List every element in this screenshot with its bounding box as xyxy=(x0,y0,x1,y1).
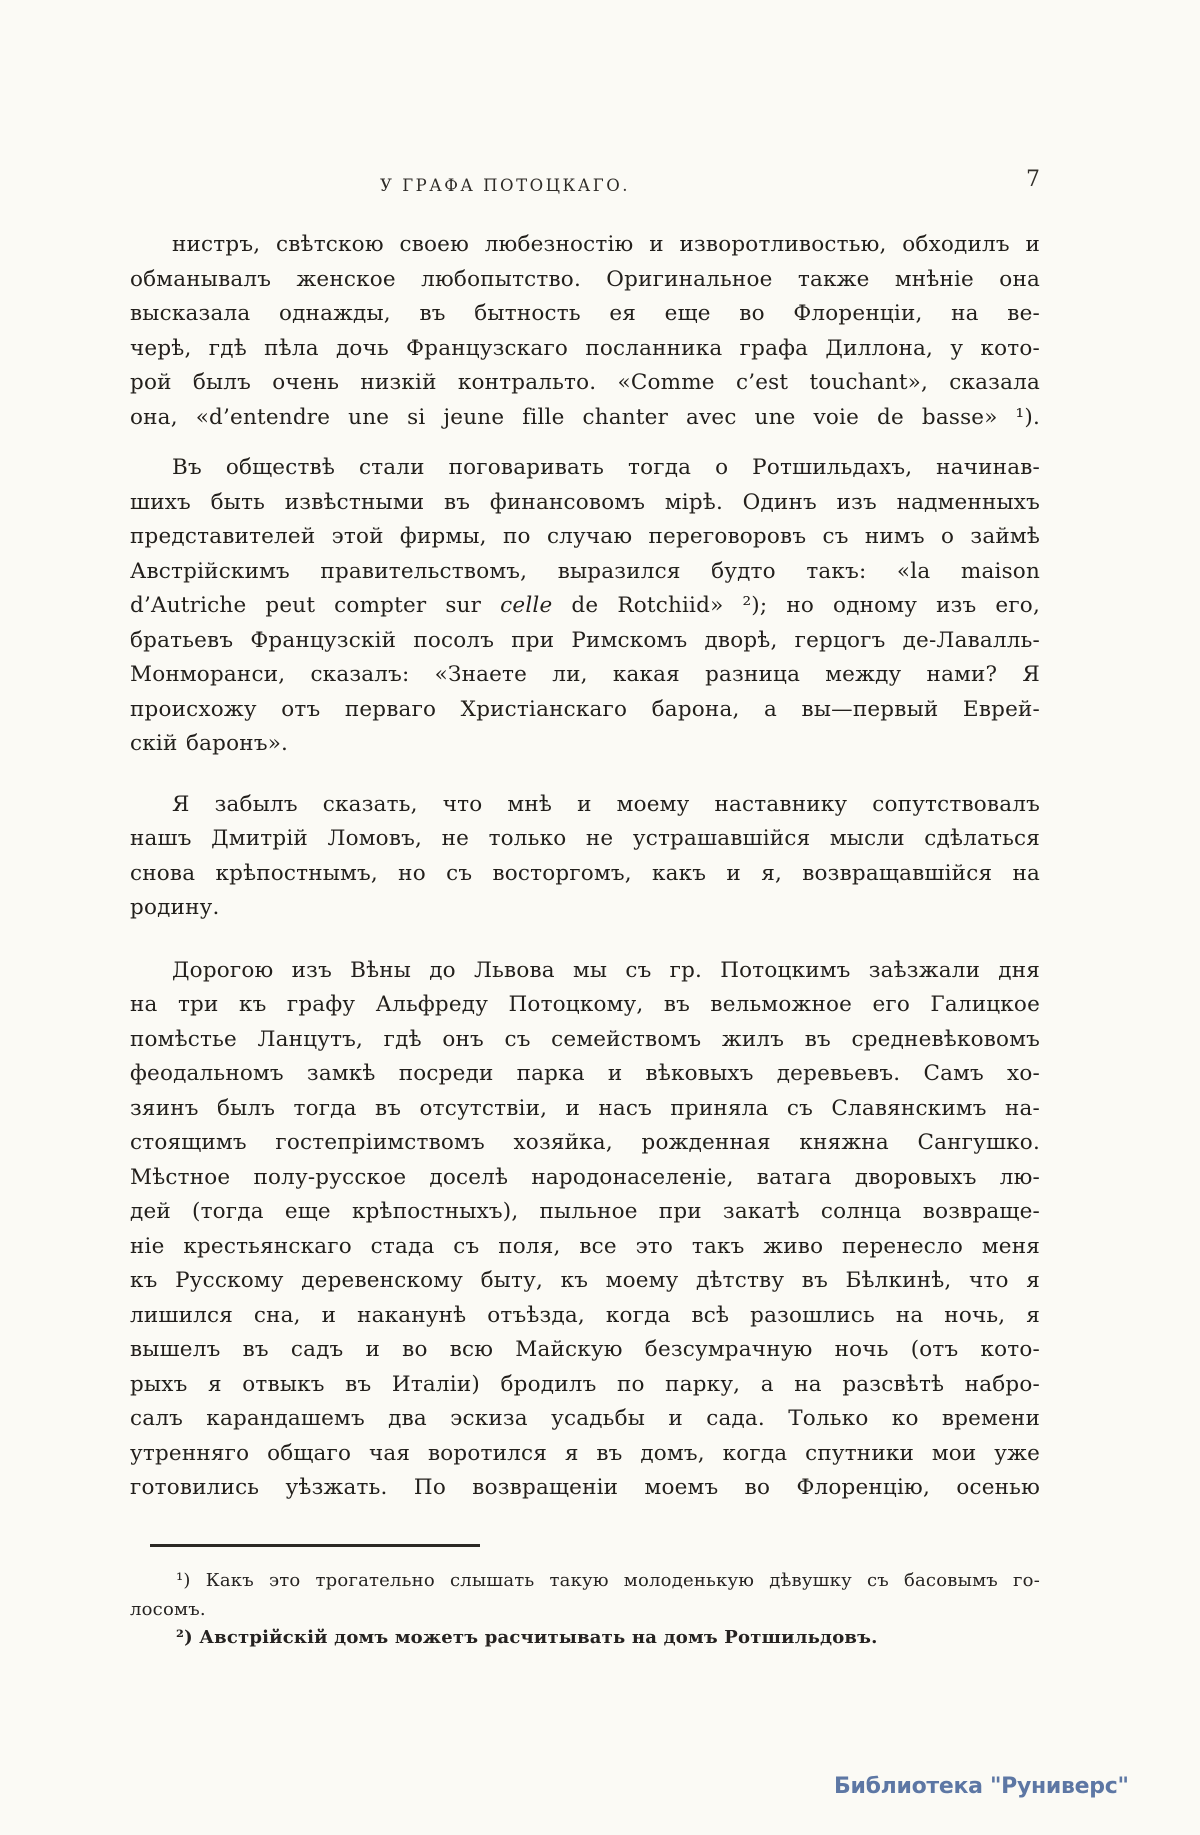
footnote-1-line: ¹) Какъ это трогательно слышать такую молоденькую дѣвушку съ басовымъ го- xyxy=(176,1570,1040,1591)
text-line: готовились уѣзжать. По возвращеніи моемъ во Флоренцію, осенью xyxy=(130,1475,1040,1500)
text-line: на три къ графу Альфреду Потоцкому, въ вельможное его Галицкое xyxy=(130,992,1040,1017)
page-number: 7 xyxy=(1026,167,1040,192)
text-line: родину. xyxy=(130,895,220,920)
text-line: Мѣстное полу-русское доселѣ народонаселеніе, ватага дворовыхъ лю- xyxy=(130,1164,1040,1190)
text-segment: d’Autriche peut compter sur xyxy=(130,593,501,618)
text-line: Въ обществѣ стали поговаривать тогда о Ротшильдахъ, начинав- xyxy=(172,455,1040,480)
text-line: шихъ быть извѣстными въ финансовомъ мірѣ. Одинъ изъ надменныхъ xyxy=(130,489,1040,515)
text-line xyxy=(130,589,1040,624)
text-line: Австрійскимъ правительствомъ, выразился будто такъ: «la maison xyxy=(130,558,1040,584)
text-line: феодальномъ замкѣ посреди парка и вѣковыхъ деревьевъ. Самъ хо- xyxy=(130,1061,1040,1086)
paragraph-1 xyxy=(130,228,1040,435)
text-line: помѣстье Ланцутъ, гдѣ онъ съ семействомъ жилъ въ средневѣковомъ xyxy=(130,1026,1040,1052)
text-line: высказала однажды, въ бытность ея еще во Флоренціи, на ве- xyxy=(130,301,1040,326)
body-text xyxy=(130,228,1040,1506)
text-line: рой былъ очень низкій контральто. «Comme c’est touchant», сказала xyxy=(130,370,1040,395)
text-line: нашъ Дмитрій Ломовъ, не только не устрашавшійся мысли сдѣлаться xyxy=(130,826,1040,851)
text-line: утренняго общаго чая воротился я въ домъ, когда спутники мои уже xyxy=(130,1440,1040,1466)
text-line: стоящимъ гостепріимствомъ хозяйка, рожденная княжна Сангушко. xyxy=(130,1130,1040,1155)
footnote-2-line: ²) Австрійскій домъ можетъ расчитывать на домъ Ротшильдовъ. xyxy=(176,1627,878,1648)
text-line: Монморанси, сказалъ: «Знаете ли, какая разница между нами? Я xyxy=(130,662,1040,687)
text-line: ніе крестьянскаго стада съ поля, все это такъ живо перенесло меня xyxy=(130,1233,1040,1259)
text-line: вышелъ въ садъ и во всю Майскую безсумрачную ночь (отъ кото- xyxy=(130,1337,1040,1362)
text-line: она, «d’entendre une si jeune fille chanter avec une voie de basse» ¹). xyxy=(130,404,1040,430)
text-line: рыхъ я отвыкъ въ Италіи) бродилъ по парку, а на разсвѣтѣ набро- xyxy=(130,1371,1040,1397)
paragraph-3 xyxy=(130,788,1040,926)
text-line: дей (тогда еще крѣпостныхъ), пыльное при закатѣ солнца возвраще- xyxy=(130,1199,1040,1224)
text-line: лишился сна, и наканунѣ отъѣзда, когда всѣ разошлись на ночь, я xyxy=(130,1302,1040,1328)
page-header xyxy=(128,167,1040,195)
italic-text-segment: celle xyxy=(500,593,553,618)
text-line: скій баронъ». xyxy=(130,731,289,756)
text-line: Я забылъ сказать, что мнѣ и моему наставнику сопутствовалъ xyxy=(172,791,1040,817)
text-line: обманывалъ женское любопытство. Оригинальное также мнѣніе она xyxy=(130,266,1040,292)
text-line: черѣ, гдѣ пѣла дочь Французскаго посланника графа Диллона, у кото- xyxy=(130,335,1040,361)
text-segment: de Rotchiid» ²); но одному изъ его, xyxy=(552,593,1040,618)
text-line: братьевъ Французскій посолъ при Римскомъ дворѣ, герцогъ де-Лавалль- xyxy=(130,627,1040,653)
footnote-1-line: лосомъ. xyxy=(130,1598,206,1620)
paragraph-2 xyxy=(130,451,1040,762)
text-line: нистръ, свѣтскою своею любезностію и изворотливостью, обходилъ и xyxy=(172,232,1040,257)
text-line: происхожу отъ перваго Христіанскаго барона, а вы—первый Еврей- xyxy=(130,696,1040,722)
text-line: къ Русскому деревенскому быту, къ моему дѣтству въ Бѣлкинѣ, что я xyxy=(130,1268,1040,1293)
footnotes xyxy=(130,1567,1040,1653)
library-watermark: Библиотека "Руниверс" xyxy=(834,1774,1129,1799)
footnote-rule xyxy=(150,1544,480,1547)
text-line: представителей этой фирмы, по случаю переговоровъ съ нимъ о займѣ xyxy=(130,524,1040,549)
text-line: Дорогою изъ Вѣны до Львова мы съ гр. Потоцкимъ заѣзжали дня xyxy=(172,957,1040,983)
paragraph-4 xyxy=(130,954,1040,1506)
text-line: снова крѣпостнымъ, но съ восторгомъ, какъ и я, возвращавшійся на xyxy=(130,860,1040,886)
text-line: зяинъ былъ тогда въ отсутствіи, и насъ приняла съ Славянскимъ на- xyxy=(130,1095,1040,1121)
text-line: салъ карандашемъ два эскиза усадьбы и сада. Только ко времени xyxy=(130,1406,1040,1431)
running-header-title: У ГРАФА ПОТОЦКАГО. xyxy=(380,176,630,195)
